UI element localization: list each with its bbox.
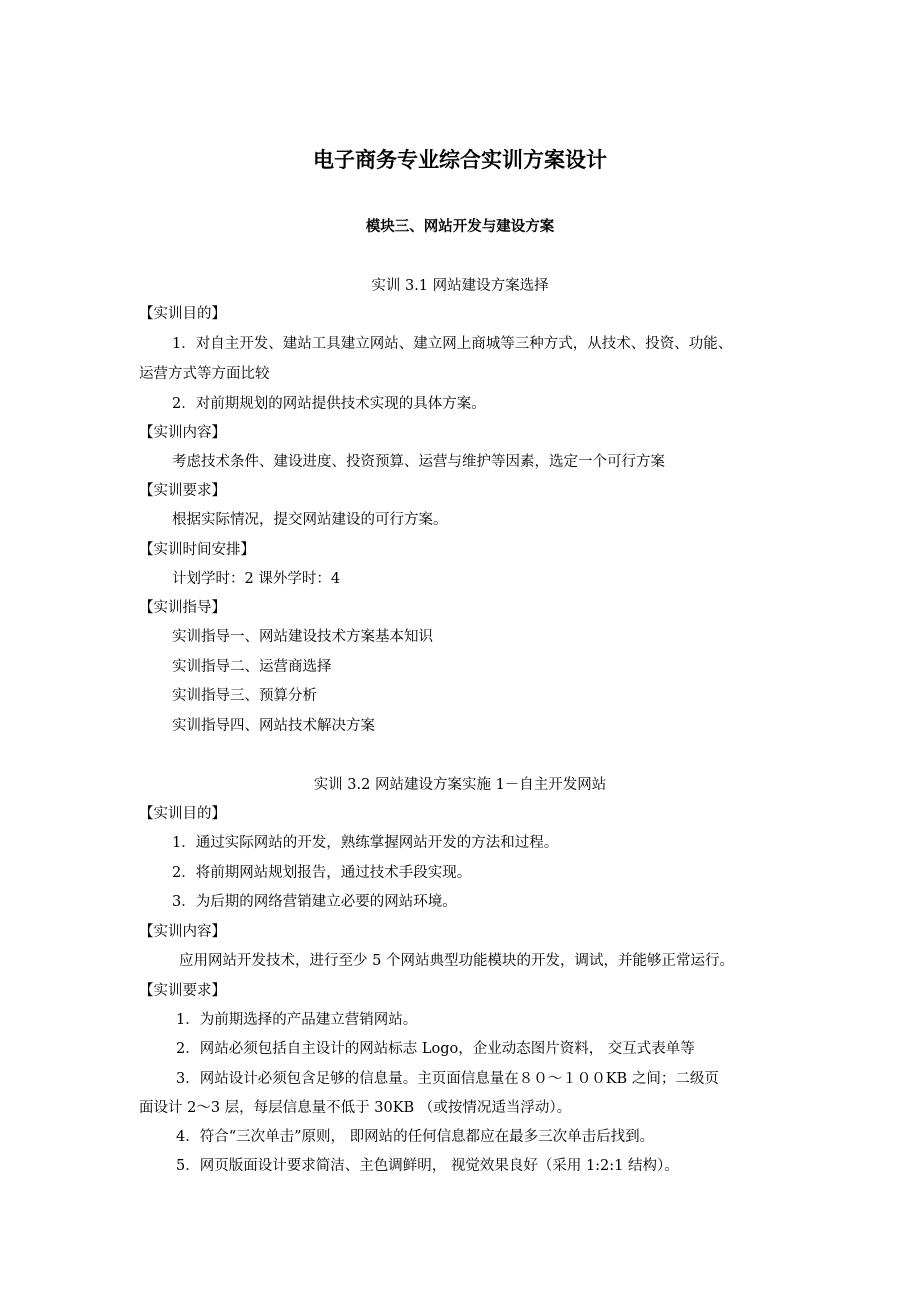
s1-goal-2: 2．对前期规划的网站提供技术实现的具体方案。 (172, 396, 486, 412)
document-title: 电子商务专业综合实训方案设计 (313, 148, 607, 172)
s2-requirement-label: 【实训要求】 (139, 983, 226, 999)
s1-guide-4: 实训指导四、网站技术解决方案 (172, 718, 375, 734)
s2-goal-2: 2．将前期网站规划报告，通过技术手段实现。 (172, 865, 472, 881)
section-3-1-heading: 实训 3.1 网站建设方案选择 (371, 278, 549, 294)
section-3-2-heading: 实训 3.2 网站建设方案实施 1－自主开发网站 (313, 777, 607, 793)
s1-content-1: 考虑技术条件、建设进度、投资预算、运营与维护等因素，选定一个可行方案 (172, 454, 665, 470)
s2-requirement-3-line-1: 3．网站设计必须包含足够的信息量。主页面信息量在８０～１００KB 之间；二级页 (176, 1071, 719, 1087)
s2-requirement-3-line-2: 面设计 2～3 层，每层信息量不低于 30KB （或按情况适当浮动）。 (139, 1100, 572, 1116)
s2-requirement-1: 1．为前期选择的产品建立营销网站。 (176, 1012, 418, 1028)
s1-guide-label: 【实训指导】 (139, 600, 226, 616)
s1-guide-3: 实训指导三、预算分析 (172, 688, 317, 704)
s2-requirement-5: 5．网页版面设计要求简洁、主色调鲜明， 视觉效果良好（采用 1:2:1 结构）。 (176, 1158, 679, 1174)
s1-guide-1: 实训指导一、网站建设技术方案基本知识 (172, 629, 433, 645)
s2-goal-3: 3．为后期的网络营销建立必要的网站环境。 (172, 894, 457, 910)
s2-goal-1: 1．通过实际网站的开发，熟练掌握网站开发的方法和过程。 (172, 835, 559, 851)
s1-goal-1-line-1: 1．对自主开发、建站工具建立网站、建立网上商城等三种方式，从技术、投资、功能、 (172, 336, 733, 352)
s1-requirement-label: 【实训要求】 (139, 483, 226, 499)
s2-content-label: 【实训内容】 (139, 924, 226, 940)
s2-goal-label: 【实训目的】 (139, 806, 226, 822)
s1-guide-2: 实训指导二、运营商选择 (172, 659, 332, 675)
s1-content-label: 【实训内容】 (139, 425, 226, 441)
s1-goal-label: 【实训目的】 (139, 306, 226, 322)
s1-goal-1-line-2: 运营方式等方面比较 (139, 366, 270, 382)
s2-requirement-2: 2．网站必须包括自主设计的网站标志 Logo，企业动态图片资料， 交互式表单等 (176, 1041, 695, 1057)
s1-schedule-label: 【实训时间安排】 (139, 542, 255, 558)
s1-requirement-1: 根据实际情况，提交网站建设的可行方案。 (172, 512, 448, 528)
module-title: 模块三、网站开发与建设方案 (365, 219, 555, 235)
s1-schedule-1: 计划学时：2 课外学时：4 (172, 571, 341, 587)
s2-content-1: 应用网站开发技术，进行至少 5 个网站典型功能模块的开发，调试，并能够正常运行。 (179, 953, 734, 969)
s2-requirement-4: 4．符合“三次单击”原则， 即网站的任何信息都应在最多三次单击后找到。 (176, 1129, 655, 1145)
